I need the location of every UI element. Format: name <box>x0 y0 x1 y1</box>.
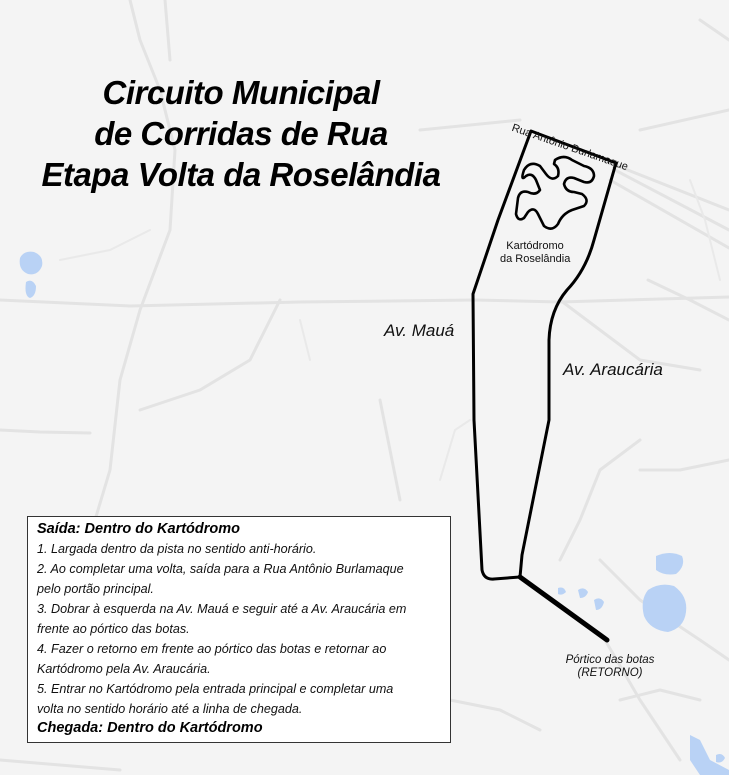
title-line-3: Etapa Volta da Roselândia <box>41 156 441 193</box>
map-title <box>0 72 482 195</box>
pond-3 <box>558 588 566 595</box>
kartodromo-label-line-2: da Roselândia <box>500 253 571 265</box>
street-label-rua-burlamaque: Rua Antônio Burlamaque <box>510 122 630 174</box>
portico-label-line-1: Pórtico das botas <box>565 654 655 666</box>
portico-label <box>550 654 670 680</box>
route-instructions-box <box>27 516 451 743</box>
instruction-line: 2. Ao completar uma volta, saída para a Rua Antônio Burlamaque <box>37 562 404 576</box>
race-route <box>473 131 616 640</box>
title-line-1: Circuito Municipal <box>102 74 380 111</box>
start-heading: Saída: Dentro do Kartódromo <box>37 521 241 537</box>
lake-west-1 <box>20 252 43 275</box>
instruction-line: Kartódromo pela Av. Araucária. <box>37 662 211 676</box>
title-line-2: de Corridas de Rua <box>94 115 388 152</box>
instruction-line: 5. Entrar no Kartódromo pela entrada principal e completar uma <box>37 682 394 696</box>
instruction-line: 4. Fazer o retorno em frente ao pórtico das botas e retornar ao <box>37 642 387 656</box>
lake-east-1 <box>656 553 683 575</box>
street-label-av-maua: Av. Mauá <box>384 321 455 340</box>
pond-2 <box>594 598 604 610</box>
instruction-line: frente ao pórtico das botas. <box>37 622 190 636</box>
kartodromo-label-line-1: Kartódromo <box>506 240 564 252</box>
kartodromo-label <box>500 240 570 266</box>
instruction-line: volta no sentido horário até a linha de chegada. <box>37 702 303 716</box>
finish-heading: Chegada: Dentro do Kartódromo <box>37 720 263 736</box>
lake-south-east <box>690 735 729 775</box>
pond-1 <box>578 588 588 598</box>
pond-4 <box>716 754 725 763</box>
street-label-av-araucaria: Av. Araucária <box>563 360 663 379</box>
lake-west-2 <box>26 281 37 298</box>
portico-label-line-2: (RETORNO) <box>577 667 643 679</box>
instruction-line: 1. Largada dentro da pista no sentido anti-horário. <box>37 542 317 556</box>
route-return-spur <box>520 577 607 640</box>
instruction-line: 3. Dobrar à esquerda na Av. Mauá e seguir até a Av. Araucária em <box>37 602 407 616</box>
route-outbound-av-maua <box>473 131 616 579</box>
lake-east-2 <box>643 585 687 632</box>
instruction-line: pelo portão principal. <box>37 582 154 596</box>
kart-track <box>516 157 594 229</box>
